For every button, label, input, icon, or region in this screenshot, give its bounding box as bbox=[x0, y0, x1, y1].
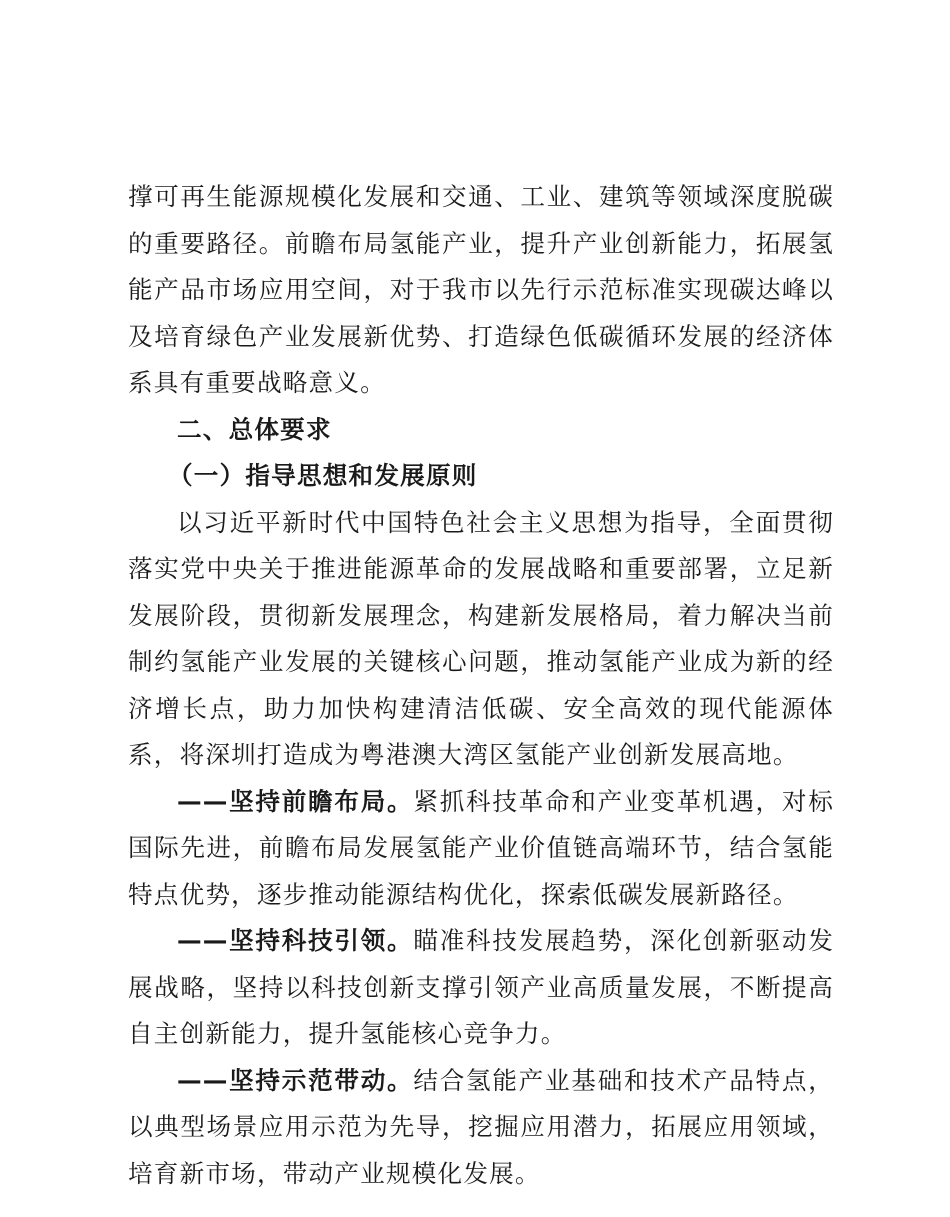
principle-lead: ——坚持前瞻布局。 bbox=[177, 786, 414, 816]
intro-paragraph-continued: 撑可再生能源规模化发展和交通、工业、建筑等领域深度脱碳的重要路径。前瞻布局氢能产业，提升产业创新能力，拓展氢能产品市场应用空间，对于我市以先行示范标准实现碳达峰以及培育绿色产业发展新优势、打造绿色低碳循环发展的经济体系具有重要战略意义。 bbox=[128, 182, 834, 397]
guiding-ideology-paragraph: 以习近平新时代中国特色社会主义思想为指导，全面贯彻落实党中央关于推进能源革命的发展战略和重要部署，立足新发展阶段，贯彻新发展理念，构建新发展格局，着力解决当前制约氢能产业发展的关键核心问题，推动氢能产业成为新的经济增长点，助力加快构建清洁低碳、安全高效的现代能源体系，将深圳打造成为粤港澳大湾区氢能产业创新发展高地。 bbox=[128, 507, 834, 769]
principle-lead: ——坚持科技引领。 bbox=[177, 926, 414, 955]
principle-text: 瞄准科技发展趋势，深化创新驱动发展战略，坚持以科技创新支撑引领产业高质量发展，不断提高自主创新能力，提升氢能核心竞争力。 bbox=[128, 926, 834, 1048]
principle-lead: ——坚持示范带动。 bbox=[177, 1065, 414, 1095]
subsection-heading: （一）指导思想和发展原则 bbox=[168, 461, 478, 490]
principle-forward-planning bbox=[128, 779, 834, 919]
principle-text: 结合氢能产业基础和技术产品特点，以典型场景应用示范为先导，挖掘应用潜力，拓展应用领域，培育新市场，带动产业规模化发展。 bbox=[128, 1065, 834, 1188]
principle-tech-leading bbox=[128, 918, 834, 1058]
document-body bbox=[128, 174, 834, 1197]
principle-demonstration bbox=[128, 1058, 834, 1198]
section-heading: 二、总体要求 bbox=[177, 414, 332, 444]
principle-text: 紧抓科技革命和产业变革机遇，对标国际先进，前瞻布局发展氢能产业价值链高端环节，结合氢能特点优势，逐步推动能源结构优化，探索低碳发展新路径。 bbox=[128, 786, 834, 909]
